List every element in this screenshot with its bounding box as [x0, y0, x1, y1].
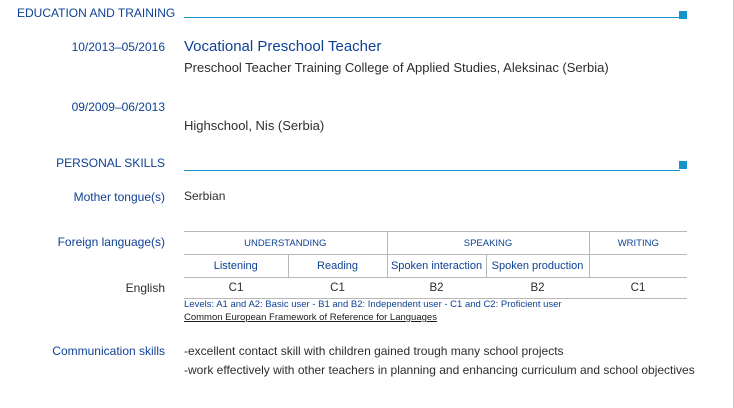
- mother-tongue-label: Mother tongue(s): [73, 190, 165, 204]
- subheader-spoken-production: Spoken production: [486, 255, 589, 278]
- subheader-writing-empty: [589, 255, 687, 278]
- levels-note: Levels: A1 and A2: Basic user - B1 and B2: Independent user - C1 and C2: Proficient user: [184, 299, 562, 310]
- header-speaking: SPEAKING: [387, 232, 589, 255]
- mother-tongue-value: Serbian: [184, 189, 226, 203]
- header-writing: WRITING: [589, 232, 687, 255]
- cefr-link[interactable]: Common European Framework of Reference for Languages: [184, 312, 437, 323]
- language-name-english: English: [125, 281, 165, 295]
- education-institution-2: Highschool, Nis (Serbia): [184, 118, 325, 133]
- english-writing: C1: [589, 278, 687, 299]
- communication-line-1: -excellent contact skill with children gained trough many school projects: [184, 344, 564, 358]
- communication-skills-label: Communication skills: [52, 344, 165, 358]
- section-rule-personal: [184, 170, 680, 171]
- subheader-reading: Reading: [288, 255, 387, 278]
- education-institution-1: Preschool Teacher Training College of Applied Studies, Aleksinac (Serbia): [184, 60, 609, 75]
- english-spoken-interaction: B2: [387, 278, 486, 299]
- subheader-listening: Listening: [184, 255, 288, 278]
- education-dates-1: 10/2013–05/2016: [71, 40, 165, 54]
- foreign-languages-label: Foreign language(s): [57, 235, 165, 249]
- education-title-1: Vocational Preschool Teacher: [184, 38, 382, 55]
- section-rule-education: [184, 17, 680, 18]
- english-spoken-production: B2: [486, 278, 589, 299]
- english-listening: C1: [184, 278, 288, 299]
- section-title-personal: PERSONAL SKILLS: [56, 156, 165, 170]
- education-dates-2: 09/2009–06/2013: [71, 100, 165, 114]
- header-understanding: UNDERSTANDING: [184, 232, 387, 255]
- subheader-spoken-interaction: Spoken interaction: [387, 255, 486, 278]
- communication-line-2: -work effectively with other teachers in planning and enhancing curriculum and school objectives: [184, 363, 695, 377]
- section-title-education: EDUCATION AND TRAINING: [17, 6, 176, 20]
- section-rule-marker: [679, 161, 687, 169]
- language-skills-table: [184, 231, 687, 299]
- english-reading: C1: [288, 278, 387, 299]
- section-rule-marker: [679, 11, 687, 19]
